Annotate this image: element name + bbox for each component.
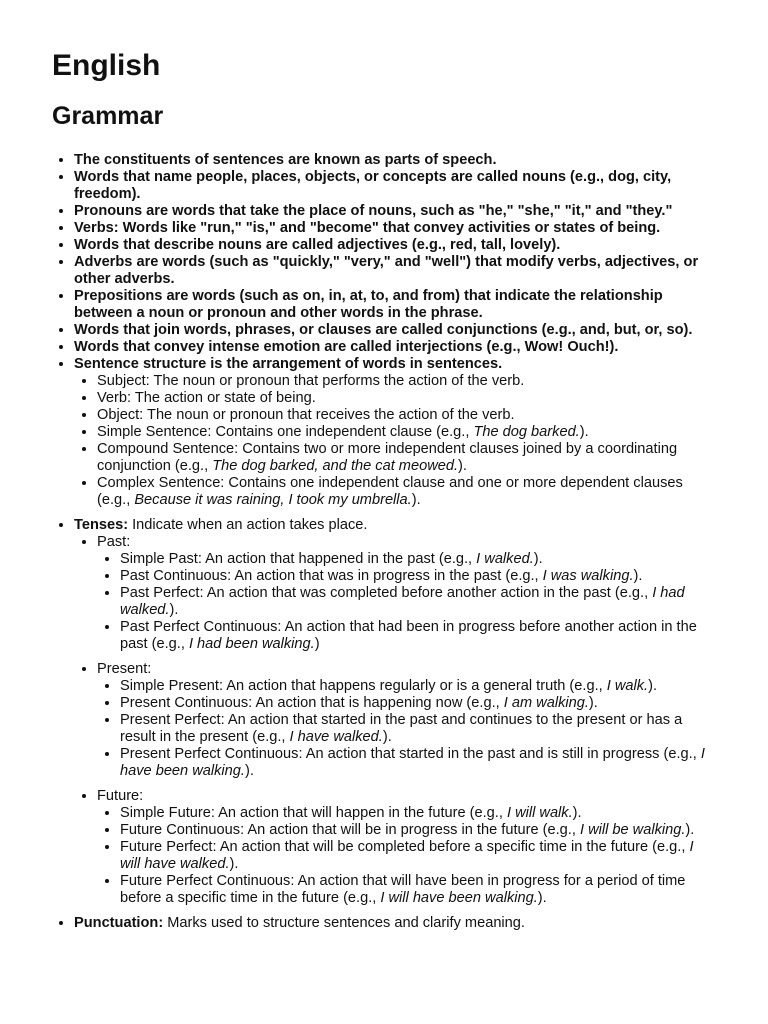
list-item: • Words that name people, places, objects, or concepts are called nouns (e.g., dog, city, freedom). [74, 169, 716, 203]
future-list [97, 805, 716, 907]
list-item [120, 585, 716, 619]
item-text: ). [588, 695, 598, 711]
sentence-structure-heading: Sentence structure is the arrangement of words in sentences. [74, 356, 503, 372]
item-text: Future Perfect Continuous: An action that will have been in progress for a period of time before a specific time in the future (e.g., [120, 873, 686, 906]
item-text: ). [537, 890, 547, 906]
list-item-present [97, 661, 716, 780]
sentence-structure-list [74, 373, 716, 509]
list-item [120, 695, 716, 712]
list-item [120, 805, 716, 822]
item-text: Simple Present: An action that happens regularly or is a general truth (e.g., [120, 678, 607, 694]
list-item [97, 441, 716, 475]
page-title: English [52, 49, 161, 82]
item-example: I will be walking. [579, 822, 686, 838]
present-label: Present: [97, 661, 152, 677]
item-example: I will walk. [506, 805, 573, 821]
item-text: Past Perfect: An action that was completed before another action in the past (e.g., [120, 585, 653, 601]
item-text: ). [458, 458, 467, 474]
item-example: I have walked. [289, 729, 383, 745]
item-text: ). [169, 602, 179, 618]
item-example: The dog barked, and the cat meowed. [212, 458, 459, 474]
item-text: Present Perfect Continuous: An action that started in the past and is still in progress (e.g., [120, 746, 701, 762]
list-item [120, 873, 716, 907]
present-list [97, 678, 716, 780]
item-example: I will have walked. [120, 839, 694, 872]
item-text: Simple Future: An action that will happen in the future (e.g., [120, 805, 507, 821]
past-list [97, 551, 716, 653]
item-example: The dog barked. [473, 424, 580, 440]
punctuation-label: Punctuation: [74, 915, 164, 931]
item-example: I had been walking. [188, 636, 315, 652]
item-text: ). [572, 805, 582, 821]
tenses-desc: Indicate when an action takes place. [128, 517, 368, 533]
item-example: I will have been walking. [380, 890, 538, 906]
list-item: • Adverbs are words (such as "quickly," "very," and "well") that modify verbs, adjectives, or other adverbs. [74, 254, 716, 288]
item-text: ). [533, 551, 543, 567]
item-text: ). [648, 678, 658, 694]
list-item [120, 551, 716, 568]
item-text: Future Perfect: An action that will be completed before a specific time in the future (e.g., [120, 839, 690, 855]
list-item: • Object: The noun or pronoun that receives the action of the verb. [97, 407, 716, 424]
item-text: ). [633, 568, 643, 584]
item-text: Complex Sentence: Contains one independent clause and one or more dependent clauses (e.g., [97, 475, 683, 508]
item-example: I walked. [476, 551, 534, 567]
item-example: Because it was raining, I took my umbrella. [134, 492, 412, 508]
list-item [120, 712, 716, 746]
tenses-label: Tenses: [74, 517, 129, 533]
section-heading-grammar: Grammar [52, 102, 164, 130]
item-text: Simple Sentence: Contains one independent clause (e.g., [97, 424, 474, 440]
item-example: I have been walking. [120, 746, 705, 779]
list-item [120, 678, 716, 695]
item-example: I am walking. [503, 695, 589, 711]
item-text: Future Continuous: An action that will be in progress in the future (e.g., [120, 822, 580, 838]
item-example: I had walked. [120, 585, 685, 618]
item-text: ) [314, 636, 320, 652]
list-item: • Verb: The action or state of being. [97, 390, 716, 407]
list-item: • Verbs: Words like "run," "is," and "become" that convey activities or states of being. [74, 220, 716, 237]
list-item [97, 424, 716, 441]
item-text: Present Continuous: An action that is happening now (e.g., [120, 695, 504, 711]
item-text: ). [685, 822, 695, 838]
list-item: • Words that describe nouns are called adjectives (e.g., red, tall, lovely). [74, 237, 716, 254]
item-text: ). [229, 856, 239, 872]
list-item [120, 746, 716, 780]
item-text: Simple Past: An action that happened in the past (e.g., [120, 551, 477, 567]
list-item [120, 839, 716, 873]
list-item-punctuation [74, 915, 716, 932]
future-label: Future: [97, 788, 144, 804]
list-item [120, 568, 716, 585]
list-item [120, 822, 716, 839]
list-item: • Subject: The noun or pronoun that performs the action of the verb. [97, 373, 716, 390]
list-item: • Prepositions are words (such as on, in, at, to, and from) that indicate the relationship between a noun or pronoun and other words in the phrase. [74, 288, 716, 322]
list-item: • Words that convey intense emotion are called interjections (e.g., Wow! Ouch!). [74, 339, 716, 356]
list-item-tenses [74, 517, 716, 907]
list-item: • The constituents of sentences are known as parts of speech. [74, 152, 716, 169]
list-item: • Pronouns are words that take the place of nouns, such as "he," "she," "it," and "they." [74, 203, 716, 220]
item-example: I walk. [606, 678, 649, 694]
list-item-future [97, 788, 716, 907]
tenses-list [74, 534, 716, 907]
list-item [97, 475, 716, 509]
list-item-past [97, 534, 716, 653]
item-text: Past Continuous: An action that was in progress in the past (e.g., [120, 568, 543, 584]
item-text: Past Perfect Continuous: An action that had been in progress before another action in the past (e.g., [120, 619, 697, 652]
item-example: I was walking. [542, 568, 634, 584]
grammar-list [52, 152, 716, 932]
item-text: Compound Sentence: Contains two or more independent clauses joined by a coordinating conjunction (e.g., [97, 441, 678, 474]
past-label: Past: [97, 534, 131, 550]
item-text: ). [382, 729, 392, 745]
list-item-sentence-structure [74, 356, 716, 509]
list-item: • Words that join words, phrases, or clauses are called conjunctions (e.g., and, but, or, so). [74, 322, 716, 339]
list-item [120, 619, 716, 653]
item-text: ). [579, 424, 589, 440]
item-text: Present Perfect: An action that started in the past and continues to the present or has a result in the present (e.g., [120, 712, 683, 745]
item-text: ). [244, 763, 254, 779]
item-text: ). [411, 492, 421, 508]
punctuation-desc: Marks used to structure sentences and clarify meaning. [163, 915, 525, 931]
